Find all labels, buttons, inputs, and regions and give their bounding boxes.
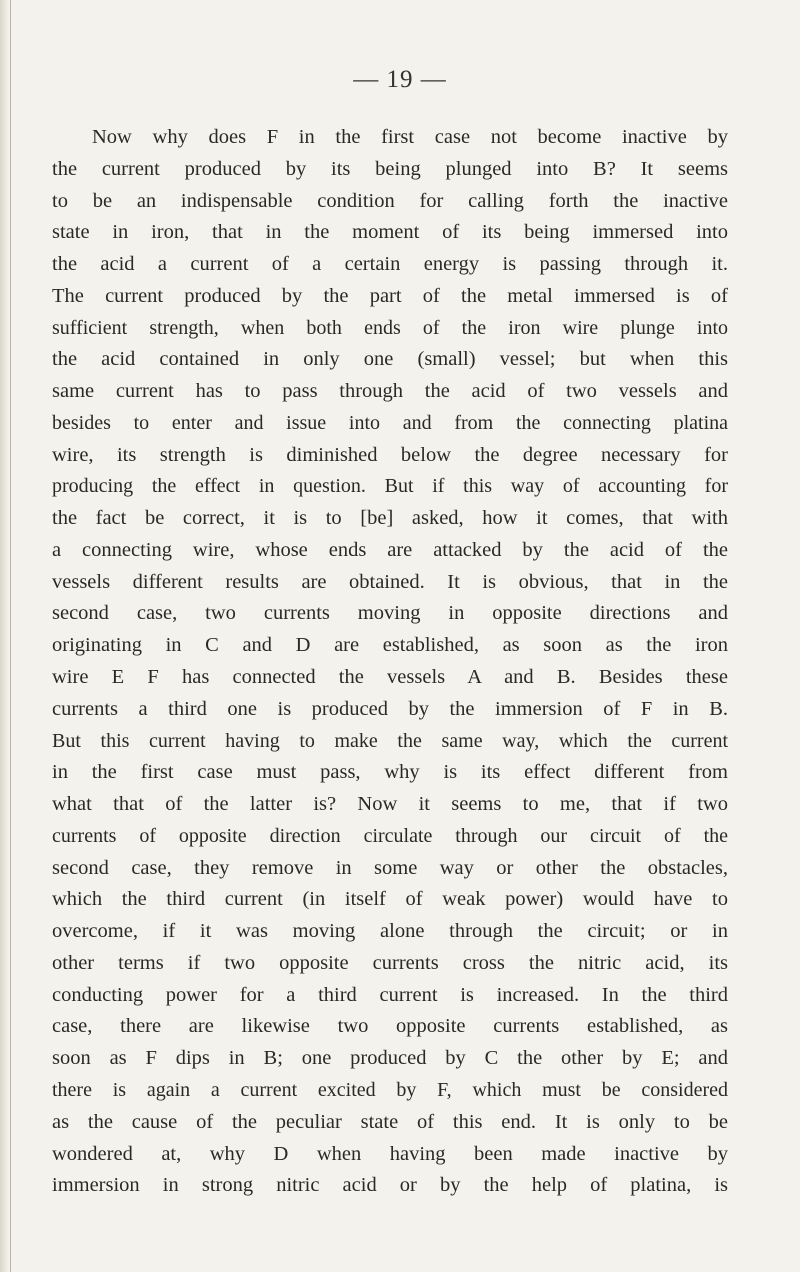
text-line: what that of the latter is? Now it seems to me, that if two [52, 793, 728, 816]
text-line: the acid a current of a certain energy is passing through it. [52, 253, 728, 276]
text-line: the current produced by its being plunged into B? It seems [52, 157, 728, 180]
text-line: But this current having to make the same way, which the current [52, 729, 728, 752]
text-line: originating in C and D are established, as soon as the iron [52, 634, 728, 657]
text-line: sufficient strength, when both ends of the iron wire plunge into [52, 316, 728, 339]
body-text [52, 122, 728, 1202]
text-line: there is again a current excited by F, which must be considered [52, 1078, 728, 1101]
text-line: other terms if two opposite currents cross the nitric acid, its [52, 951, 728, 974]
text-line: in the first case must pass, why is its effect different from [52, 761, 728, 784]
text-line: soon as F dips in B; one produced by C the other by E; and [52, 1047, 728, 1070]
text-line: wire, its strength is diminished below the degree necessary for [52, 443, 728, 466]
text-line: wire E F has connected the vessels A and B. Besides these [52, 666, 728, 689]
text-line: conducting power for a third current is increased. In the third [52, 983, 728, 1006]
page-edge-line [10, 0, 11, 1272]
text-line: second case, they remove in some way or other the obstacles, [52, 856, 728, 879]
text-line: which the third current (in itself of weak power) would have to [52, 888, 728, 911]
text-line: the fact be correct, it is to [be] asked, how it comes, that with [52, 507, 728, 530]
page-edge-shadow [0, 0, 9, 1272]
text-line: to be an indispensable condition for calling forth the inactive [52, 189, 728, 212]
text-line: currents a third one is produced by the immersion of F in B. [52, 697, 728, 720]
text-line: overcome, if it was moving alone through the circuit; or in [52, 920, 728, 943]
text-line: same current has to pass through the acid of two vessels and [52, 380, 728, 403]
text-line: the acid contained in only one (small) vessel; but when this [52, 348, 728, 371]
text-line: case, there are likewise two opposite currents established, as [52, 1015, 728, 1038]
text-line: The current produced by the part of the metal immersed is of [52, 284, 728, 307]
text-line: immersion in strong nitric acid or by the help of platina, is [52, 1174, 728, 1197]
text-line: currents of opposite direction circulate through our circuit of the [52, 824, 728, 847]
text-line: producing the effect in question. But if this way of accounting for [52, 475, 728, 498]
text-line: wondered at, why D when having been made inactive by [52, 1142, 728, 1165]
text-line: besides to enter and issue into and from the connecting platina [52, 411, 728, 434]
text-line: Now why does F in the first case not become inactive by [92, 126, 728, 148]
text-line: second case, two currents moving in opposite directions and [52, 602, 728, 625]
text-line: as the cause of the peculiar state of this end. It is only to be [52, 1110, 728, 1133]
page-number: — 19 — [353, 66, 447, 93]
text-line: a connecting wire, whose ends are attacked by the acid of the [52, 538, 728, 561]
text-line: state in iron, that in the moment of its being immersed into [52, 221, 728, 244]
text-line: vessels different results are obtained. It is obvious, that in the [52, 570, 728, 593]
